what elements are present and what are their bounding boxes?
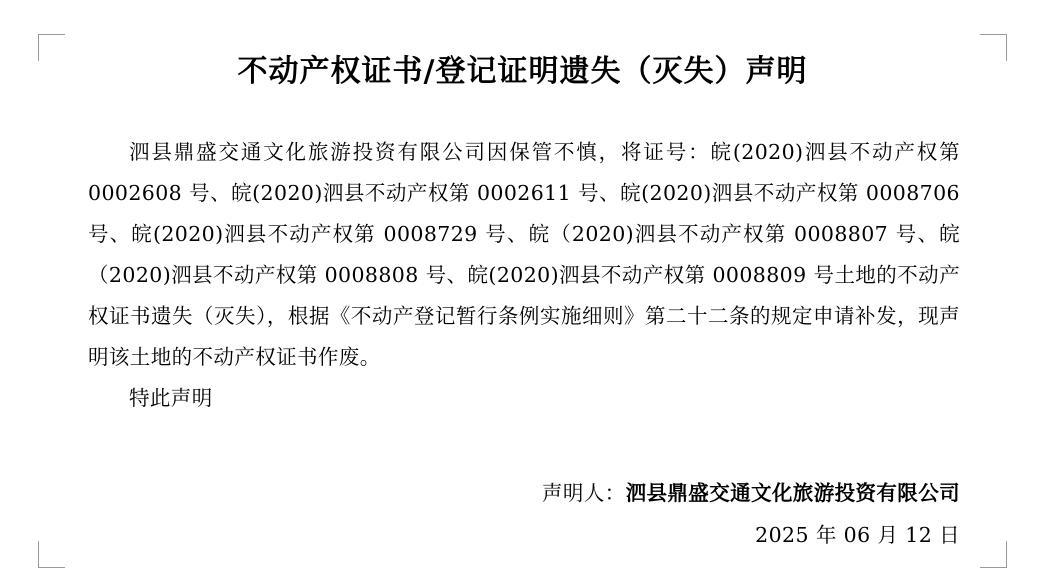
signatory-label: 声明人： [541, 481, 626, 505]
margin-guide-bottom-left [38, 541, 65, 568]
page-title: 不动产权证书/登记证明遗失（灭失）声明 [237, 54, 808, 89]
declaration-paragraph: 泗县鼎盛交通文化旅游投资有限公司因保管不慎，将证号：皖(2020)泗县不动产权第 0002608 号、皖(2020)泗县不动产权第 0002611 号、皖(2020)泗县不动产权第 0008706 号、皖(2020)泗县不动产权第 0008729 号、皖（2020)泗县不动产权第 0008807 号、皖（2020)泗县不动产权第 0008808 号、皖(2020)泗县不动产权第 0008809 号土地的不动产权证书遗失（灭失），根据《不动产登记暂行条例实施细则》第二十二条的规定申请补发，现声明该土地的不动产权证书作废。 [88, 140, 960, 369]
signature-block [340, 472, 960, 556]
closing-paragraph: 特此声明 [129, 386, 213, 410]
signatory-line [340, 472, 960, 514]
signatory-name: 泗县鼎盛交通文化旅游投资有限公司 [625, 481, 960, 505]
margin-guide-bottom-right [980, 541, 1007, 568]
signature-date: 2025 年 06 月 12 日 [755, 523, 960, 547]
document-body [88, 132, 960, 419]
